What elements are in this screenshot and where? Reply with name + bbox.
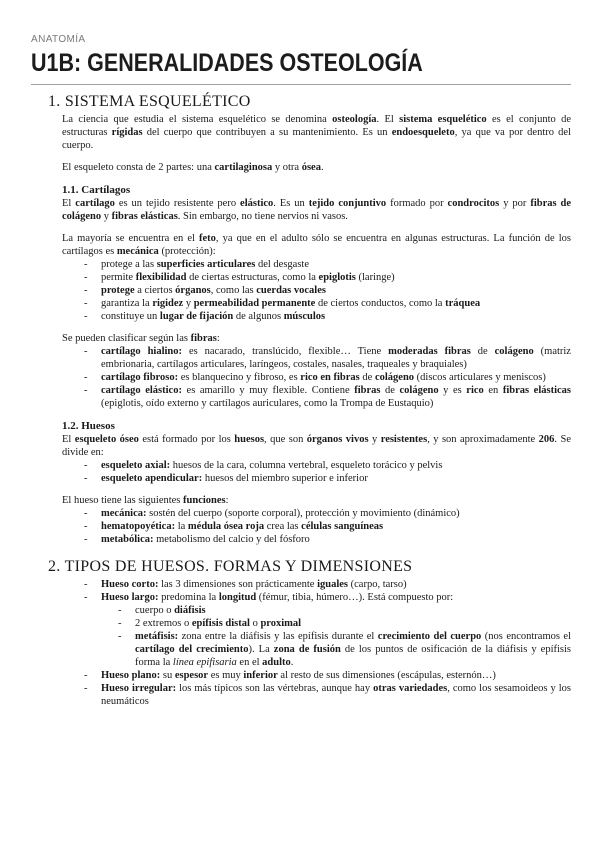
list-item: - Hueso largo: predomina la longitud (fémur, tibia, húmero…). Está compuesto por: - cuerpo o diáfisis - 2 extremos o epífisis distal o proximal - metáfisis: zona entre la diáfisis y las epífisis durante el crecimiento del cuerpo (nos encontramos el cartílago del crecimiento). La zona de fusión de los puntos de osificación de la diáfisis y epífisis forma la línea epifisaria en el adulto. [84, 591, 571, 669]
list-item: - metáfisis: zona entre la diáfisis y las epífisis durante el crecimiento del cuerpo (nos encontramos el cartílago del crecimiento). La zona de fusión de los puntos de osificación de la diáfisis y epífisis forma la línea epifisaria en el adulto. [118, 630, 571, 669]
list-item: - constituye un lugar de fijación de algunos músculos [84, 310, 571, 323]
list-item: - cuerpo o diáfisis [118, 604, 571, 617]
bone-functions-list [31, 507, 571, 546]
list-item: - Hueso plano: su espesor es muy inferior al resto de sus dimensiones (escápulas, esternón…) [84, 669, 571, 682]
list-item: - Hueso corto: las 3 dimensiones son prácticamente iguales (carpo, tarso) [84, 578, 571, 591]
title-divider [31, 84, 571, 85]
list-item: - mecánica: sostén del cuerpo (soporte corporal), protección y movimiento (dinámico) [84, 507, 571, 520]
cartilago-classification-intro: Se pueden clasificar según las fibras: [62, 333, 220, 344]
document-title: U1B: GENERALIDADES OSTEOLOGÍA [31, 49, 423, 77]
list-item: - esqueleto axial: huesos de la cara, columna vertebral, esqueleto torácico y pelvis [84, 459, 571, 472]
list-item: - cartílago elástico: es amarillo y muy flexible. Contiene fibras de colágeno y es rico en fibras elásticas (epiglotis, oído externo y cartílagos auriculares, como la Trompa de Eustaquio) [84, 384, 571, 410]
list-item: - garantiza la rigidez y permeabilidad permanente de ciertos conductos, como la tráquea [84, 297, 571, 310]
cartilago-definition: El cartílago es un tejido resistente pero elástico. Es un tejido conjuntivo formado por condrocitos y por fibras de colágeno y fibras elásticas. Sin embargo, no tiene nervios ni vasos. [62, 198, 572, 222]
list-item: - permite flexibilidad de ciertas estructuras, como la epiglotis (laringe) [84, 271, 571, 284]
bone-types-list [31, 578, 571, 708]
list-item: - metabólica: metabolismo del calcio y del fósforo [84, 533, 571, 546]
cartilago-location-paragraph: La mayoría se encuentra en el feto, ya que en el adulto sólo se encuentra en algunas estructuras. La función de los cartílagos es mecánica (protección): [62, 233, 571, 257]
huesos-heading: 1.2. Huesos [62, 420, 115, 432]
list-item: - esqueleto apendicular: huesos del miembro superior e inferior [84, 472, 571, 485]
cartilagos-heading: 1.1. Cartílagos [62, 184, 131, 196]
skeleton-parts-paragraph: El esqueleto consta de 2 partes: una cartilaginosa y otra ósea. [62, 162, 324, 173]
list-item: - 2 extremos o epífisis distal o proximal [118, 617, 571, 630]
section-2-heading: 2. TIPOS DE HUESOS. FORMAS Y DIMENSIONES [48, 558, 413, 575]
list-item: - cartílago fibroso: es blanquecino y fibroso, es rico en fibras de colágeno (discos articulares y meniscos) [84, 371, 571, 384]
list-item: - Hueso irregular: los más típicos son las vértebras, aunque hay otras variedades, como los sesamoideos y los neumáticos [84, 682, 571, 708]
skeleton-divisions-list [31, 459, 571, 485]
long-bone-parts-list [101, 604, 571, 669]
list-item: - protege a las superficies articulares del desgaste [84, 258, 571, 271]
cartilago-functions-list [31, 258, 571, 323]
list-item: - protege a ciertos órganos, como las cuerdas vocales [84, 284, 571, 297]
list-item: - cartílago hialino: es nacarado, translúcido, flexible… Tiene moderadas fibras de colágeno (matriz embrionaria, cartílagos articulares, laríngeos, costales, nasales, traqueales y braquiales) [84, 345, 571, 371]
bone-functions-intro: El hueso tiene las siguientes funciones: [62, 495, 229, 506]
huesos-definition: El esqueleto óseo está formado por los huesos, que son órganos vivos y resistentes, y son aproximadamente 206. Se divide en: [62, 434, 571, 458]
section-1-intro: La ciencia que estudia el sistema esquelético se denomina osteología. El sistema esquelético es el conjunto de estructuras rígidas del cuerpo que contribuyen a su mantenimiento. Es un endoesqueleto, ya que va por dentro del cuerpo. [62, 114, 572, 151]
subject-label: ANATOMÍA [31, 34, 86, 45]
cartilago-types-list [31, 345, 571, 410]
list-item: - hematopoyética: la médula ósea roja crea las células sanguíneas [84, 520, 571, 533]
section-1-heading: 1. SISTEMA ESQUELÉTICO [48, 93, 251, 110]
